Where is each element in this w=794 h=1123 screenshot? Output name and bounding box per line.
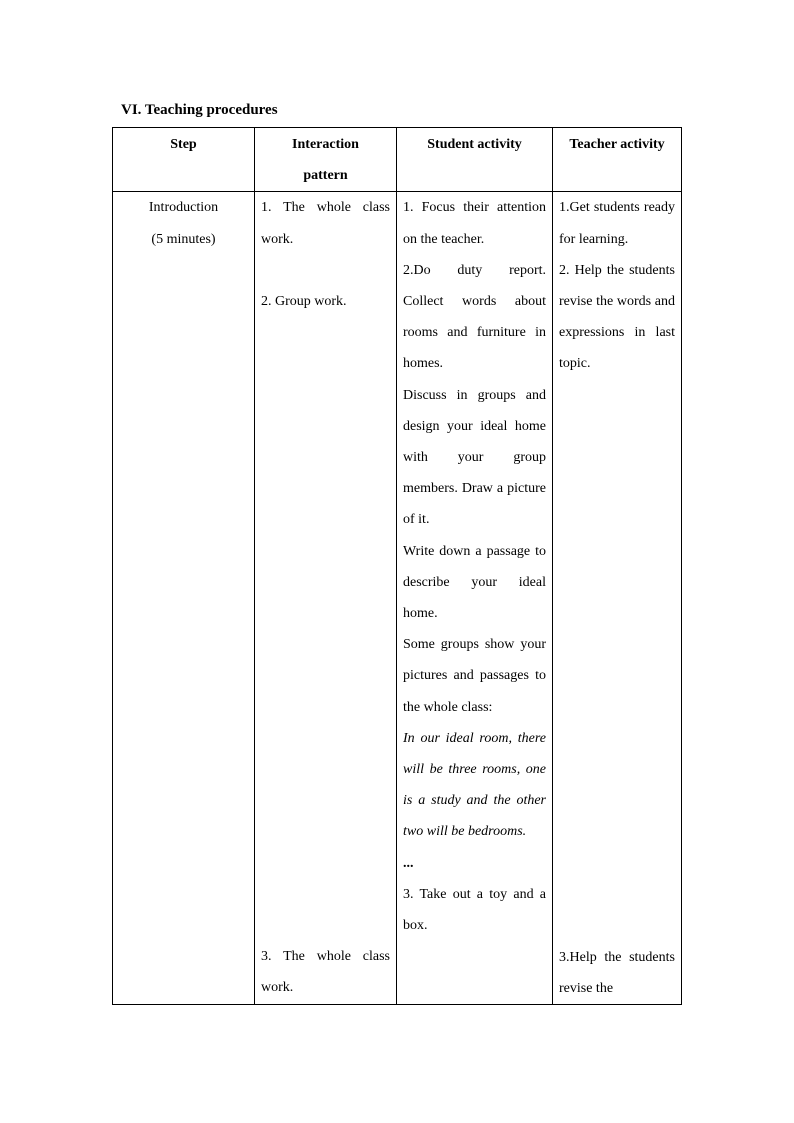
table-header-row bbox=[113, 128, 682, 192]
header-teacher-activity: Teacher activity bbox=[553, 128, 682, 192]
step-name: Introduction bbox=[148, 200, 219, 216]
student-example-passage: In our ideal room, there will be three rooms, one is a study and the other two will be bedrooms. bbox=[403, 730, 546, 840]
student-activity-6: 3. Take out a toy and a box. bbox=[403, 886, 546, 934]
student-activity-3: Discuss in groups and design your ideal home with your group members. Draw a picture of it. bbox=[403, 387, 546, 528]
student-activity-cell bbox=[397, 192, 553, 1005]
header-step: Step bbox=[113, 128, 255, 192]
student-ellipsis: ... bbox=[403, 855, 414, 871]
section-title: VI. Teaching procedures bbox=[121, 102, 278, 118]
teaching-procedures-table bbox=[112, 127, 682, 1005]
interaction-cell bbox=[255, 192, 397, 1005]
header-student-activity: Student activity bbox=[397, 128, 553, 192]
step-duration: (5 minutes) bbox=[151, 231, 216, 247]
interaction-2: 2. Group work. bbox=[261, 294, 347, 309]
student-activity-1: 1. Focus their attention on the teacher. bbox=[403, 200, 546, 247]
teacher-activity-cell bbox=[553, 192, 682, 1005]
student-activity-2b: Collect words about rooms and furniture in homes. bbox=[403, 294, 546, 372]
teacher-activity-2: 2. Help the students revise the words and expressions in last topic. bbox=[559, 262, 675, 372]
table-row bbox=[113, 192, 682, 1005]
interaction-3: 3. The whole class work. bbox=[261, 949, 390, 996]
step-cell bbox=[113, 192, 255, 1005]
teacher-activity-1: 1.Get students ready for learning. bbox=[559, 200, 675, 247]
header-interaction-pattern: Interaction pattern bbox=[255, 128, 397, 192]
student-activity-4: Write down a passage to describe your ideal home. bbox=[403, 543, 546, 622]
teacher-activity-3: 3.Help the students revise the bbox=[559, 949, 675, 996]
student-activity-5: Some groups show your pictures and passages to the whole class: bbox=[403, 637, 546, 715]
interaction-1: 1. The whole class work. bbox=[261, 200, 390, 247]
student-activity-2a: 2.Do duty report. bbox=[403, 262, 546, 278]
